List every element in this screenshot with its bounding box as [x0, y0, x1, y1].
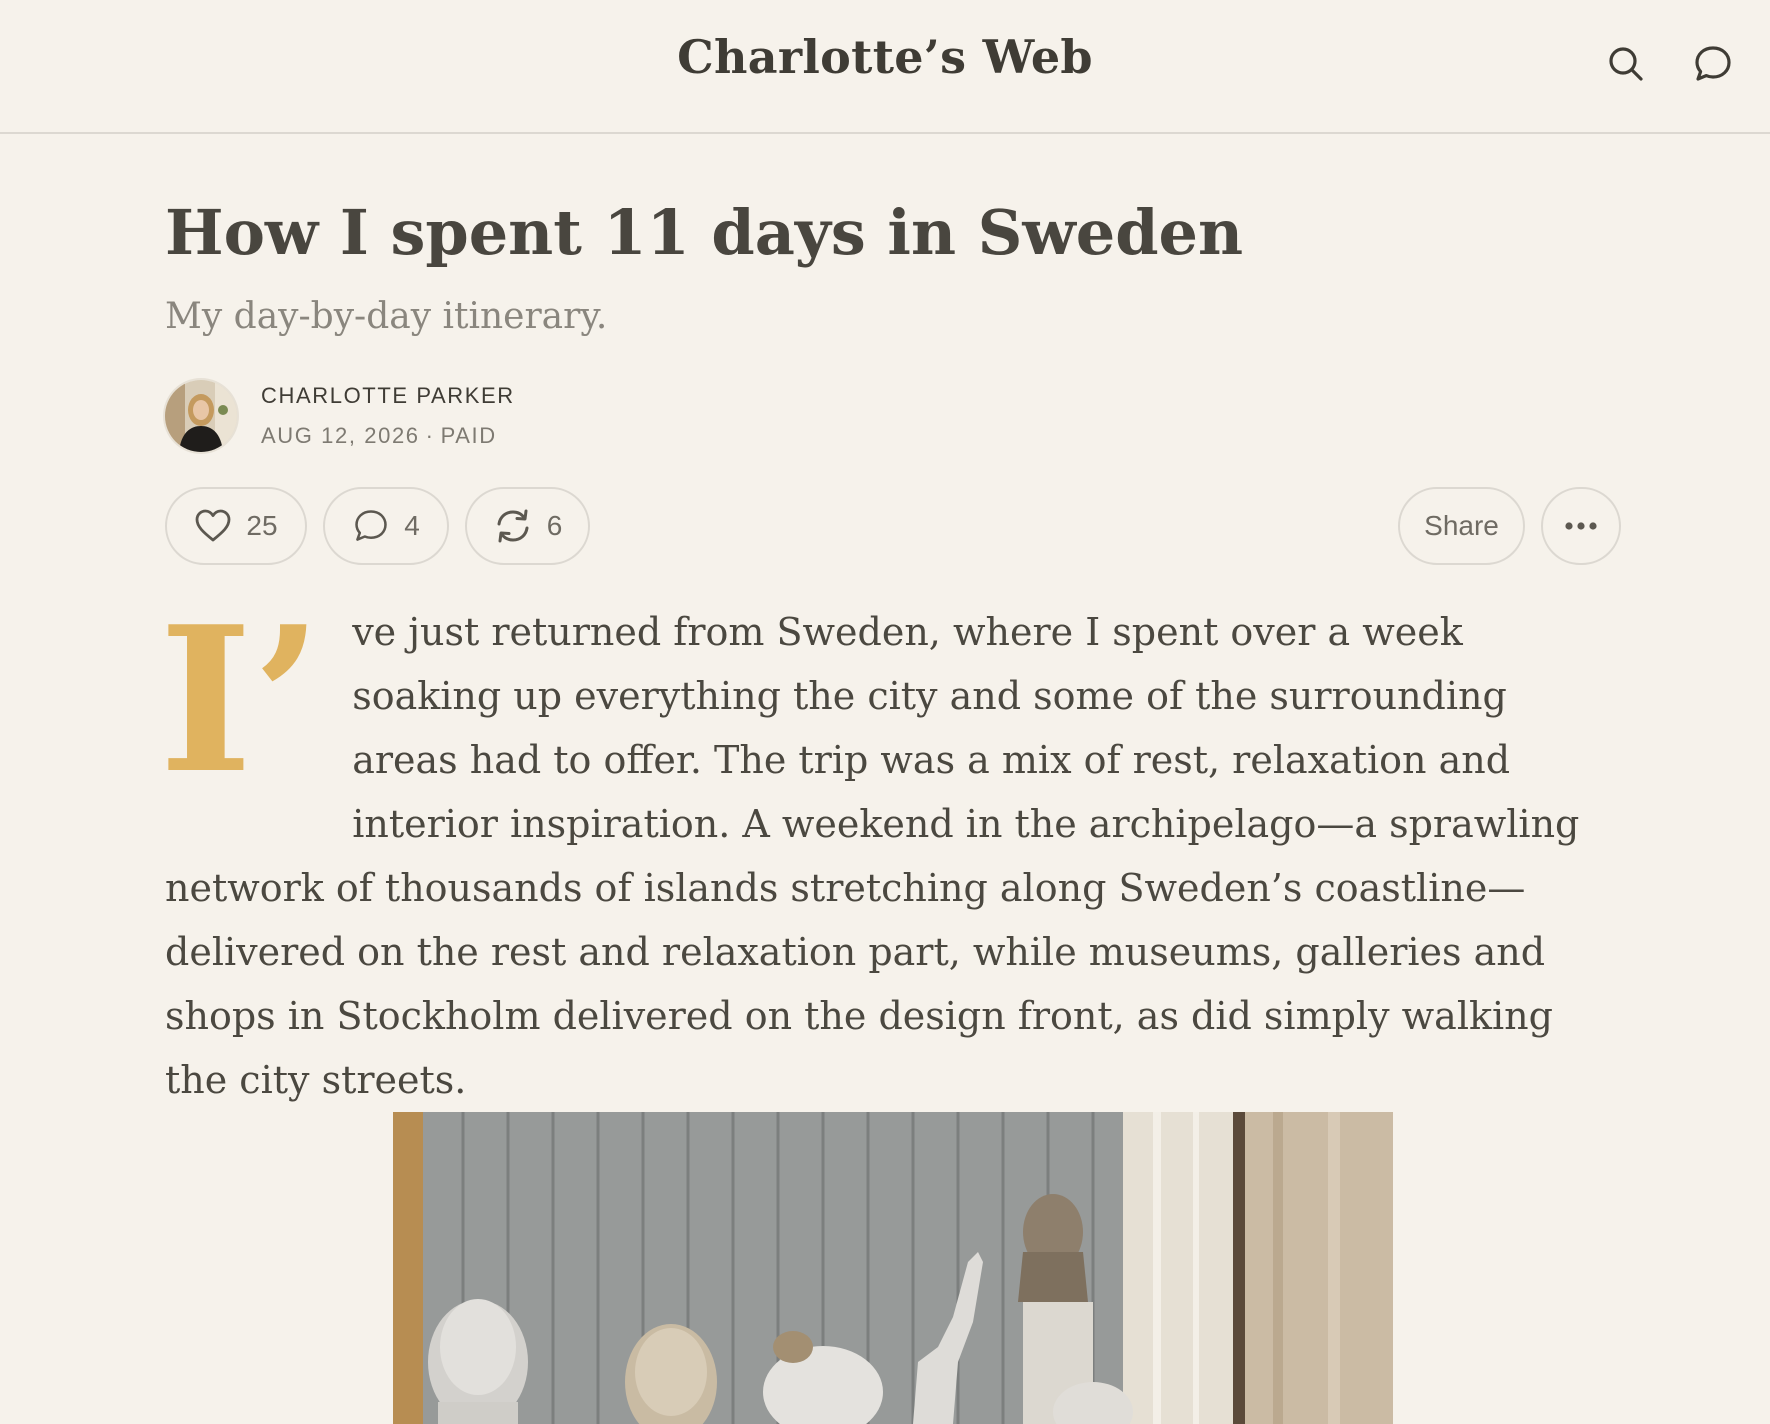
chat-button[interactable]	[1689, 40, 1737, 88]
comment-count: 4	[404, 510, 420, 541]
restack-count: 6	[546, 510, 563, 541]
body-paragraph: ve just returned from Sweden, where I spent over a week soaking up everything the city and some of the surrounding areas had to offer. The trip was a mix of rest, relaxation and interior inspiration. A weekend in the archipelago—a sprawling network of thousands of islands stretching along Sweden’s coastline—delivered on the rest and relaxation part, while museums, galleries and shops in Stockholm delivered on the design front, as did simply walking the city streets.	[165, 610, 1580, 1102]
access-badge: PAID	[440, 423, 497, 448]
post-meta	[261, 422, 515, 450]
like-count: 25	[246, 510, 278, 541]
heart-icon	[194, 508, 232, 544]
post-date: AUG 12, 2026	[261, 423, 420, 448]
drop-cap: I’	[159, 583, 323, 818]
search-icon	[1606, 44, 1646, 84]
like-button[interactable]	[165, 487, 307, 565]
author-avatar[interactable]	[165, 380, 237, 452]
author-name[interactable]: CHARLOTTE PARKER	[261, 383, 515, 408]
top-bar	[0, 0, 1770, 134]
restack-icon	[493, 507, 533, 545]
meta-separator: ·	[425, 423, 435, 448]
action-bar	[165, 487, 1621, 567]
article-image[interactable]	[393, 1112, 1393, 1424]
byline	[165, 379, 515, 453]
article-title: How I spent 11 days in Sweden	[165, 196, 1244, 269]
site-title[interactable]: Charlotte’s Web	[677, 30, 1093, 84]
comment-button[interactable]	[323, 487, 449, 565]
byline-text	[261, 382, 515, 450]
comment-icon	[352, 507, 390, 545]
restack-button[interactable]	[465, 487, 590, 565]
article-body	[159, 583, 1621, 1112]
more-options-button[interactable]	[1541, 487, 1621, 565]
article-subtitle: My day-by-day itinerary.	[165, 296, 608, 337]
share-button[interactable]: Share	[1398, 487, 1525, 565]
more-dots-icon	[1563, 521, 1599, 531]
search-button[interactable]	[1602, 40, 1650, 88]
chat-bubble-icon	[1692, 43, 1734, 85]
